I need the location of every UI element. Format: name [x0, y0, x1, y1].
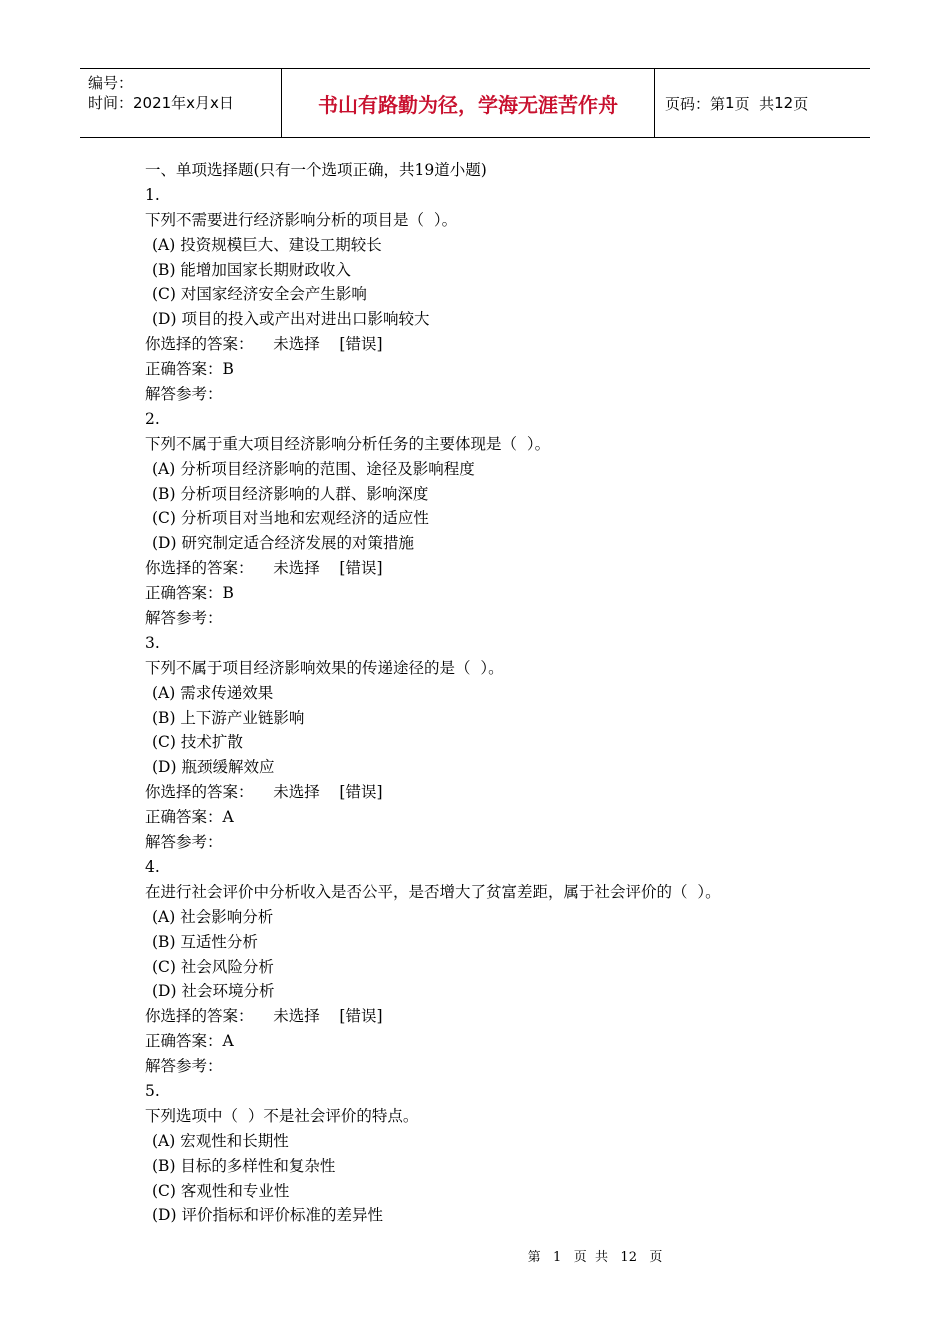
footer-prefix: 第 [527, 1250, 541, 1265]
question-text: 下列不需要进行经济影响分析的项目是（ ）。 [145, 210, 458, 229]
correct-answer: 正确答案：B [145, 360, 234, 379]
footer-suffix: 页 [649, 1250, 663, 1265]
correct-answer: 正确答案：B [145, 584, 234, 603]
question-5 [145, 1079, 865, 1228]
answer-reference: 解答参考： [145, 1057, 223, 1076]
answer-reference: 解答参考： [145, 385, 223, 404]
page-suffix: 页 [793, 94, 809, 113]
page-total: 12 [774, 94, 794, 112]
your-answer: 你选择的答案： 未选择 [错误] [145, 783, 383, 802]
option-c: (C) 客观性和专业性 [152, 1181, 290, 1200]
page-current: 1 [725, 94, 735, 112]
option-a: (A) 需求传递效果 [152, 683, 274, 702]
section-title: 一、单项选择题(只有一个选项正确，共19道小题) [145, 161, 487, 179]
option-b: (B) 能增加国家长期财政收入 [152, 260, 351, 279]
your-answer: 你选择的答案： 未选择 [错误] [145, 335, 383, 354]
footer-total: 12 [620, 1250, 637, 1265]
question-text: 下列不属于项目经济影响效果的传递途径的是（ ）。 [145, 658, 504, 677]
option-d: (D) 社会环境分析 [152, 982, 275, 1001]
question-number: 4. [145, 857, 160, 876]
option-d: (D) 研究制定适合经济发展的对策措施 [152, 534, 414, 553]
option-b: (B) 分析项目经济影响的人群、影响深度 [152, 484, 429, 503]
page-middle: 页 共 [734, 94, 775, 113]
header-motto: 书山有路勤为径，学海无涯苦作舟 [282, 69, 655, 137]
your-answer: 你选择的答案： 未选择 [错误] [145, 559, 383, 578]
question-3 [145, 631, 865, 855]
question-text: 下列不属于重大项目经济影响分析任务的主要体现是（ ）。 [145, 434, 551, 453]
question-number: 3. [145, 633, 160, 652]
question-text: 下列选项中（ ）不是社会评价的特点。 [145, 1106, 419, 1125]
option-c: (C) 社会风险分析 [152, 957, 274, 976]
option-b: (B) 互适性分析 [152, 932, 258, 951]
footer-current: 1 [553, 1250, 562, 1265]
time-label: 时间：2021年x月x日 [88, 94, 234, 112]
option-c: (C) 技术扩散 [152, 733, 243, 752]
option-b: (B) 目标的多样性和复杂性 [152, 1156, 336, 1175]
option-c: (C) 分析项目对当地和宏观经济的适应性 [152, 509, 429, 528]
option-a: (A) 投资规模巨大、建设工期较长 [152, 235, 382, 254]
question-2 [145, 407, 865, 631]
page-header [80, 68, 870, 138]
header-page-number [655, 69, 870, 137]
option-a: (A) 分析项目经济影响的范围、途径及影响程度 [152, 459, 475, 478]
question-number: 5. [145, 1081, 160, 1100]
question-number: 2. [145, 409, 160, 428]
option-d: (D) 评价指标和评价标准的差异性 [152, 1206, 383, 1225]
correct-answer: 正确答案：A [145, 1032, 234, 1051]
serial-label: 编号： [88, 74, 134, 92]
answer-reference: 解答参考： [145, 833, 223, 852]
question-1 [145, 183, 865, 407]
option-c: (C) 对国家经济安全会产生影响 [152, 285, 367, 304]
option-a: (A) 宏观性和长期性 [152, 1131, 289, 1150]
page-footer [0, 1246, 950, 1265]
answer-reference: 解答参考： [145, 609, 223, 628]
option-d: (D) 项目的投入或产出对进出口影响较大 [152, 310, 430, 329]
page-prefix: 页码：第 [665, 94, 726, 113]
document-body [145, 158, 865, 1228]
your-answer: 你选择的答案： 未选择 [错误] [145, 1007, 383, 1026]
option-a: (A) 社会影响分析 [152, 907, 274, 926]
option-d: (D) 瓶颈缓解效应 [152, 758, 275, 777]
question-number: 1. [145, 185, 160, 204]
option-b: (B) 上下游产业链影响 [152, 708, 305, 727]
correct-answer: 正确答案：A [145, 808, 234, 827]
question-4 [145, 855, 865, 1079]
question-text: 在进行社会评价中分析收入是否公平，是否增大了贫富差距，属于社会评价的（ ）。 [145, 882, 721, 901]
header-meta [80, 69, 282, 137]
footer-middle: 页 共 [573, 1250, 608, 1265]
